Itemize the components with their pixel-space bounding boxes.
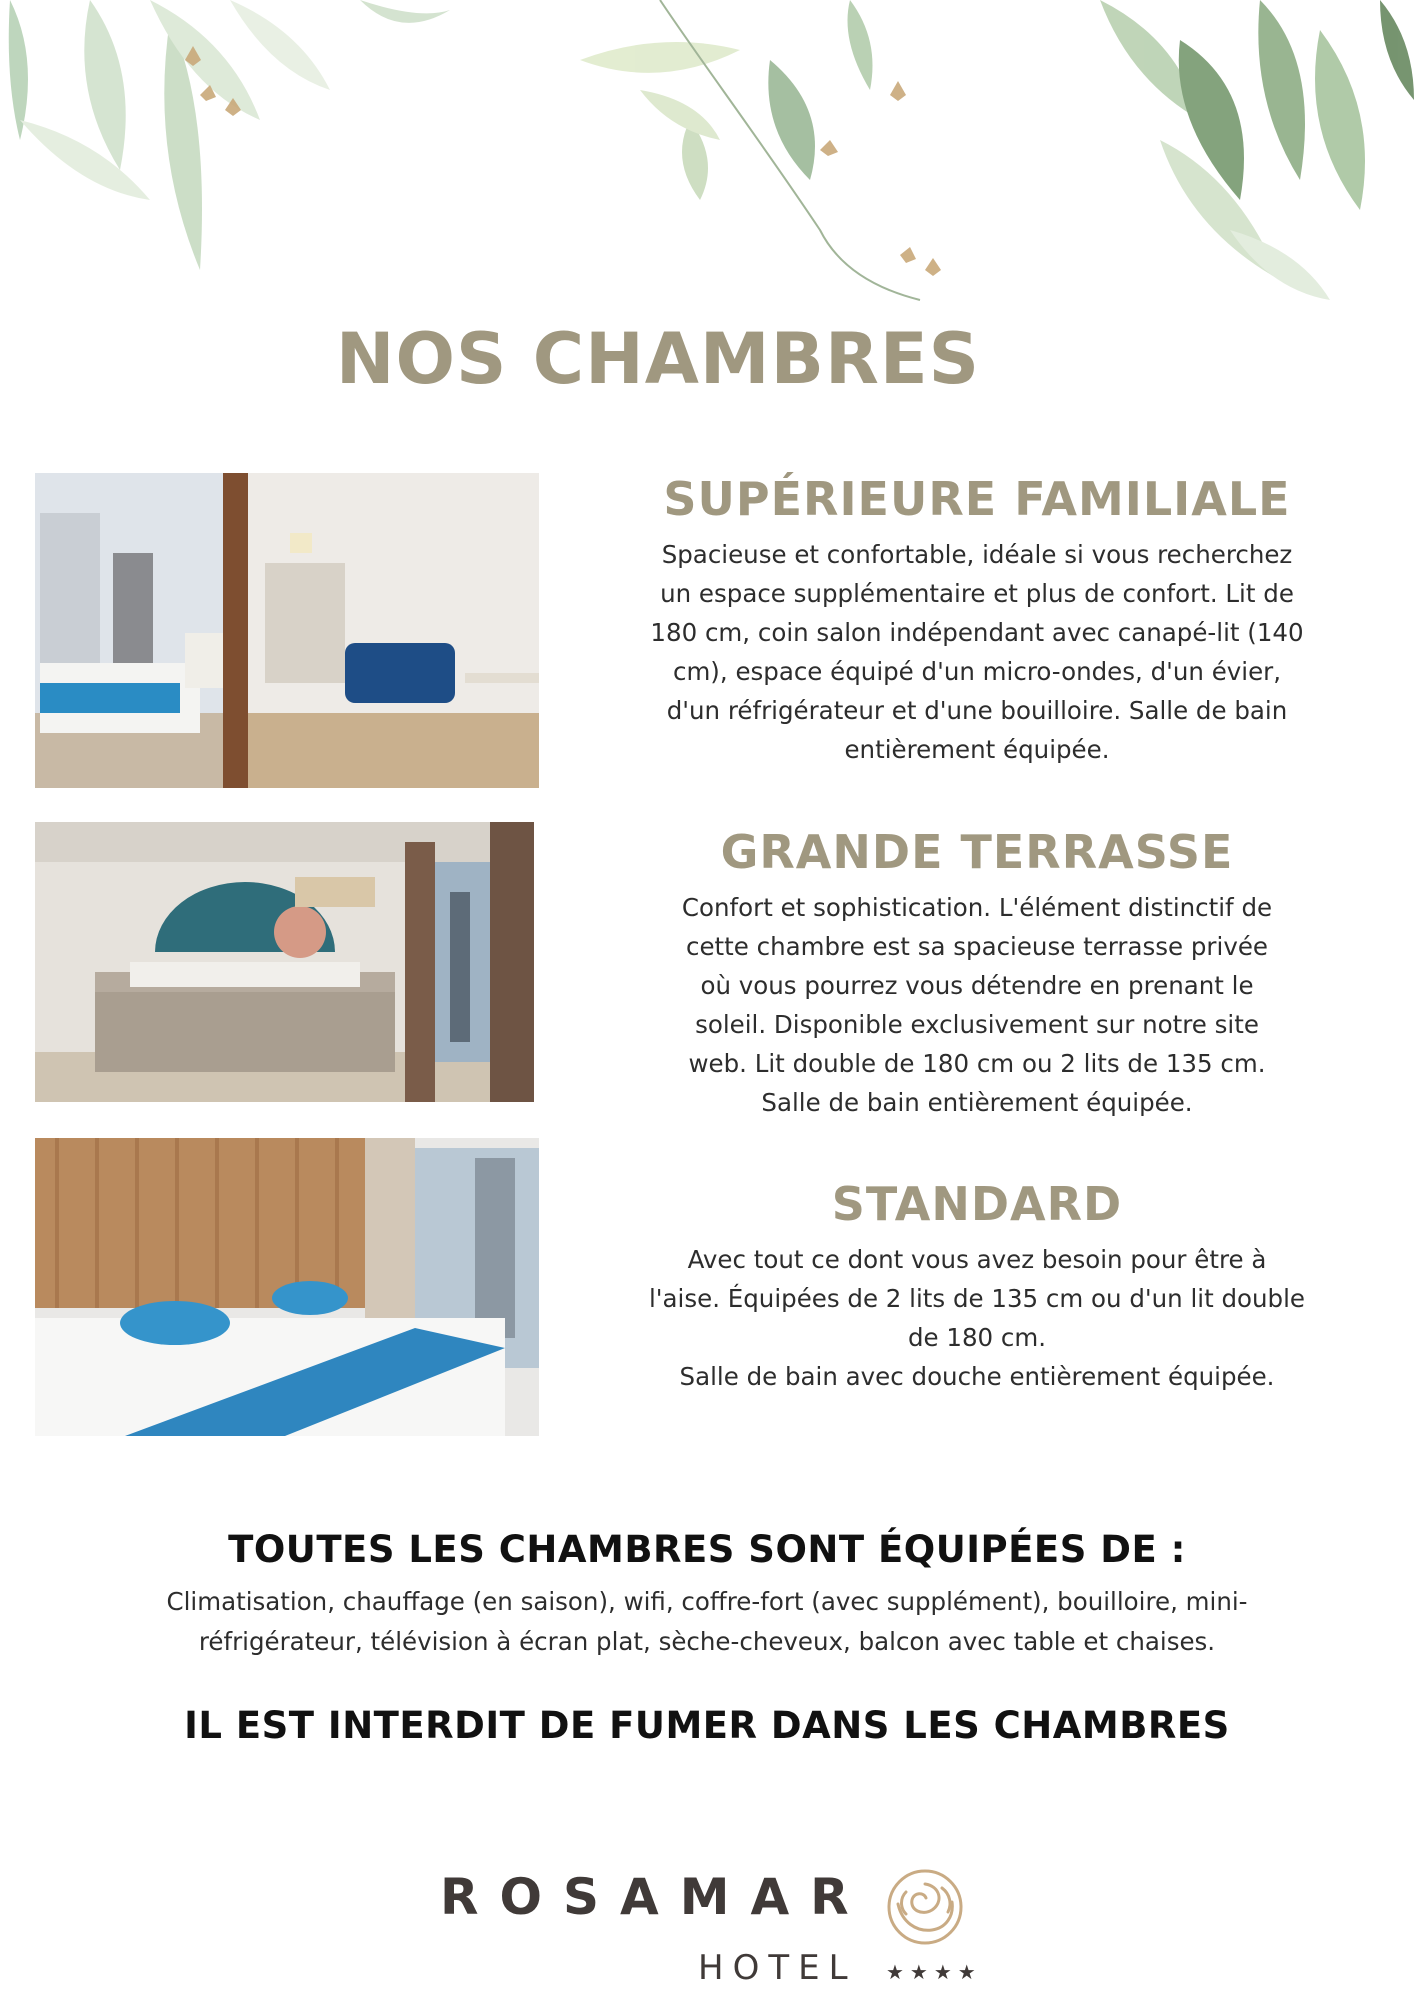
room-grande-terrasse — [592, 825, 1362, 1122]
logo-subtitle: HOTEL — [698, 1948, 857, 1988]
no-smoking-notice: IL EST INTERDIT DE FUMER DANS LES CHAMBRES — [184, 1704, 1230, 1747]
hotel-logo — [440, 1868, 1000, 1988]
amenities-title: TOUTES LES CHAMBRES SONT ÉQUIPÉES DE : — [228, 1528, 1186, 1571]
room-description: Avec tout ce dont vous avez besoin pour être à l'aise. Équipées de 2 lits de 135 cm ou d'un lit double de 180 cm. Salle de bain avec douche entièrement équipée. — [649, 1245, 1305, 1392]
room-standard — [592, 1177, 1362, 1396]
room-photo-standard — [35, 1138, 539, 1436]
logo-name: ROSAMAR — [440, 1868, 870, 1926]
page-title: NOS CHAMBRES — [335, 318, 981, 400]
leaf-decoration — [0, 0, 1414, 320]
rose-icon — [880, 1864, 970, 1950]
room-name: SUPÉRIEURE FAMILIALE — [663, 472, 1291, 526]
room-name: STANDARD — [831, 1177, 1123, 1231]
room-name: GRANDE TERRASSE — [720, 825, 1234, 879]
room-photo-superieure-familiale — [35, 473, 539, 788]
room-superieure-familiale — [592, 472, 1362, 769]
amenities-text: Climatisation, chauffage (en saison), wifi, coffre-fort (avec supplément), bouilloire, mini- réfrigérateur, télévision à écran plat, sèche-cheveux, balcon avec table et chaises. — [166, 1587, 1248, 1656]
room-photo-grande-terrasse — [35, 822, 534, 1102]
room-description: Confort et sophistication. L'élément distinctif de cette chambre est sa spacieuse terrasse privée où vous pourrez vous détendre en prenant le soleil. Disponible exclusivement sur notre site web. Lit double de 180 cm ou 2 lits de 135 cm. Salle de bain entièrement équipée. — [681, 893, 1273, 1118]
star-rating: ★★★★ — [886, 1962, 982, 1984]
room-description: Spacieuse et confortable, idéale si vous recherchez un espace supplémentaire et plus de confort. Lit de 180 cm, coin salon indépendant avec canapé-lit (140 cm), espace équipé d'un micro-ondes, d'un évier, d'un réfrigérateur et d'une bouilloire. Salle de bain entièrement équipée. — [650, 540, 1304, 765]
